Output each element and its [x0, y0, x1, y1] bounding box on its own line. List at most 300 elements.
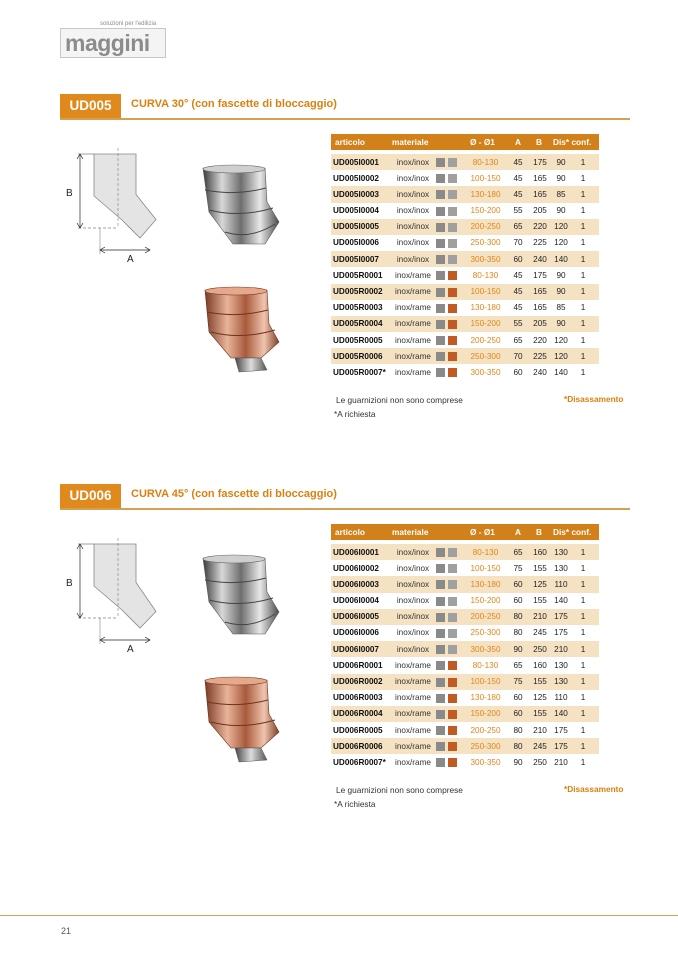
dim-a: 45	[513, 157, 523, 167]
diameter: 100-150	[470, 173, 501, 183]
rame-swatch	[448, 742, 457, 751]
inox-swatch	[436, 271, 445, 280]
dim-b: 160	[533, 547, 547, 557]
inox-swatch	[436, 710, 445, 719]
table-row	[331, 348, 599, 364]
table-row	[331, 722, 599, 738]
dim-a: 45	[513, 189, 523, 199]
diameter: 150-200	[470, 709, 501, 719]
pack-qty: 1	[580, 173, 586, 183]
rame-swatch	[448, 726, 457, 735]
material: inox/rame	[395, 725, 431, 735]
table-row	[331, 154, 599, 170]
material: inox/inox	[396, 579, 430, 589]
inox-swatch	[436, 288, 445, 297]
article-code: UD006R0002	[333, 677, 383, 686]
dim-b: 245	[533, 628, 547, 638]
offset: 120	[554, 351, 568, 361]
pack-qty: 1	[580, 693, 586, 703]
offset: 85	[556, 303, 566, 313]
material: inox/rame	[395, 287, 431, 296]
col-dis-conf: Dis* conf.	[553, 137, 592, 147]
material: inox/inox	[396, 157, 430, 167]
inox-swatch	[436, 645, 445, 654]
rame-swatch	[448, 694, 457, 703]
pack-qty: 1	[580, 367, 586, 377]
diameter: 100-150	[470, 287, 501, 296]
pack-qty: 1	[580, 254, 586, 264]
material: inox/inox	[396, 254, 430, 264]
table-header	[331, 134, 599, 150]
table-row	[331, 754, 599, 770]
offset: 140	[554, 254, 568, 264]
offset: 130	[554, 547, 568, 557]
dim-a: 80	[513, 725, 523, 735]
pack-qty: 1	[580, 725, 586, 735]
dim-a: 45	[513, 270, 523, 280]
offset: 210	[554, 757, 568, 767]
material: inox/rame	[395, 335, 431, 345]
offset: 130	[554, 563, 568, 573]
page-number: 21	[61, 926, 72, 936]
dim-a: 80	[513, 741, 523, 751]
dim-b: 175	[533, 270, 547, 280]
rame-swatch	[448, 288, 457, 297]
article-code: UD006R0007*	[333, 757, 386, 767]
inox-swatch	[436, 239, 445, 248]
dim-b: 175	[533, 157, 547, 167]
inox-swatch	[448, 158, 457, 167]
inox-swatch	[436, 758, 445, 767]
diameter: 80-130	[472, 660, 499, 670]
inox-swatch	[436, 661, 445, 670]
inox-elbow-photo	[195, 162, 285, 252]
diameter: 80-130	[472, 547, 499, 557]
dim-b: 220	[533, 222, 547, 232]
offset: 120	[554, 222, 568, 232]
inox-swatch	[436, 223, 445, 232]
diameter: 250-300	[470, 741, 501, 751]
rame-swatch	[448, 661, 457, 670]
table-row	[331, 203, 599, 219]
article-code: UD006R0003	[333, 693, 383, 703]
offset: 90	[556, 319, 566, 329]
table-row	[331, 674, 599, 690]
offset: 175	[554, 612, 568, 622]
dim-b: 240	[533, 254, 547, 264]
dimension-b-label: B	[66, 188, 73, 199]
pack-qty: 1	[580, 741, 586, 751]
brand-name: maggini	[65, 30, 150, 56]
pack-qty: 1	[580, 319, 586, 329]
dim-a: 90	[513, 644, 523, 654]
inox-swatch	[436, 336, 445, 345]
rame-swatch	[448, 336, 457, 345]
col-a: A	[515, 137, 521, 147]
article-code: UD006I0007	[333, 644, 379, 654]
offset: 210	[554, 644, 568, 654]
material: inox/rame	[395, 741, 431, 751]
dim-b: 155	[533, 596, 547, 606]
inox-swatch	[448, 564, 457, 573]
inox-swatch	[436, 564, 445, 573]
material: inox/rame	[395, 660, 431, 670]
pack-qty: 1	[580, 579, 586, 589]
dim-a: 80	[513, 612, 523, 622]
pack-qty: 1	[580, 563, 586, 573]
material: inox/inox	[396, 222, 430, 232]
diameter: 80-130	[472, 270, 499, 280]
inox-swatch	[436, 678, 445, 687]
section-title: CURVA 45° (con fascette di bloccaggio)	[131, 488, 337, 500]
article-code: UD005R0006	[333, 351, 383, 361]
pack-qty: 1	[580, 222, 586, 232]
inox-swatch	[436, 207, 445, 216]
brand-logo	[60, 22, 166, 58]
pack-qty: 1	[580, 351, 586, 361]
table-row	[331, 560, 599, 576]
diameter: 130-180	[470, 303, 501, 313]
offset: 110	[554, 579, 568, 589]
inox-swatch	[436, 255, 445, 264]
material: inox/rame	[395, 270, 431, 280]
diameter: 200-250	[470, 335, 501, 345]
inox-swatch	[436, 548, 445, 557]
diameter: 150-200	[470, 319, 501, 329]
pack-qty: 1	[580, 596, 586, 606]
inox-swatch	[436, 190, 445, 199]
dim-b: 250	[533, 757, 547, 767]
offset: 90	[556, 287, 566, 296]
dim-b: 155	[533, 677, 547, 686]
dim-b: 210	[533, 725, 547, 735]
pack-qty: 1	[580, 206, 586, 216]
article-code: UD006I0002	[333, 563, 379, 573]
inox-swatch	[448, 255, 457, 264]
table-row	[331, 251, 599, 267]
table-row	[331, 235, 599, 251]
note-gaskets: Le guarnizioni non sono comprese	[336, 785, 463, 795]
inox-swatch	[448, 597, 457, 606]
inox-swatch	[448, 645, 457, 654]
article-code: UD005I0004	[333, 206, 379, 216]
material: inox/rame	[395, 709, 431, 719]
dim-a: 55	[513, 206, 523, 216]
technical-drawing	[60, 536, 170, 655]
inox-swatch	[448, 207, 457, 216]
dim-a: 60	[513, 367, 523, 377]
inox-swatch	[436, 613, 445, 622]
diameter: 200-250	[470, 222, 501, 232]
offset: 175	[554, 725, 568, 735]
rame-swatch	[448, 678, 457, 687]
diameter: 250-300	[470, 628, 501, 638]
material: inox/rame	[395, 677, 431, 686]
table-row	[331, 316, 599, 332]
dim-a: 45	[513, 173, 523, 183]
diameter: 150-200	[470, 206, 501, 216]
dimension-b-label: B	[66, 578, 73, 589]
table-row	[331, 738, 599, 754]
diameter: 100-150	[470, 677, 501, 686]
note-offset: *Disassamento	[564, 394, 624, 404]
table-row	[331, 641, 599, 657]
article-code: UD005I0003	[333, 189, 379, 199]
offset: 90	[556, 206, 566, 216]
pack-qty: 1	[580, 189, 586, 199]
col-materiale: materiale	[392, 527, 429, 537]
material: inox/inox	[396, 238, 430, 248]
offset: 120	[554, 238, 568, 248]
diameter: 300-350	[470, 644, 501, 654]
material: inox/rame	[395, 693, 431, 703]
table-row	[331, 284, 599, 300]
pack-qty: 1	[580, 709, 586, 719]
diameter: 130-180	[470, 693, 501, 703]
dim-b: 165	[533, 303, 547, 313]
dim-b: 165	[533, 287, 547, 296]
article-code: UD005R0004	[333, 319, 383, 329]
dim-b: 160	[533, 660, 547, 670]
article-code: UD005R0002	[333, 287, 383, 296]
inox-swatch	[436, 368, 445, 377]
inox-swatch	[448, 629, 457, 638]
pack-qty: 1	[580, 287, 586, 296]
table-row	[331, 593, 599, 609]
pack-qty: 1	[580, 270, 586, 280]
inox-swatch	[448, 174, 457, 183]
note-on-request: *A richiesta	[334, 409, 376, 419]
table-row	[331, 657, 599, 673]
dim-a: 65	[513, 547, 523, 557]
inox-swatch	[436, 158, 445, 167]
table-row	[331, 219, 599, 235]
table-row	[331, 625, 599, 641]
offset: 175	[554, 741, 568, 751]
material: inox/rame	[395, 351, 431, 361]
section-title: CURVA 30° (con fascette di bloccaggio)	[131, 98, 337, 110]
inox-swatch	[436, 597, 445, 606]
col-articolo: articolo	[335, 137, 365, 147]
table-header	[331, 524, 599, 540]
article-code: UD005R0005	[333, 335, 383, 345]
dim-a: 60	[513, 579, 523, 589]
col-dis-conf: Dis* conf.	[553, 527, 592, 537]
pack-qty: 1	[580, 677, 586, 686]
inox-swatch	[436, 320, 445, 329]
dim-a: 65	[513, 335, 523, 345]
article-code: UD006I0003	[333, 579, 379, 589]
note-on-request: *A richiesta	[334, 799, 376, 809]
inox-swatch	[448, 613, 457, 622]
col-b: B	[536, 137, 542, 147]
article-code: UD005R0003	[333, 303, 383, 313]
article-code: UD005I0006	[333, 238, 379, 248]
material: inox/rame	[395, 367, 431, 377]
inox-swatch	[436, 694, 445, 703]
table-row	[331, 300, 599, 316]
section-ud005	[0, 94, 678, 434]
inox-swatch	[448, 580, 457, 589]
offset: 175	[554, 628, 568, 638]
copper-elbow-photo	[195, 674, 285, 764]
material: inox/inox	[396, 189, 430, 199]
product-table	[331, 134, 599, 381]
inox-swatch	[436, 352, 445, 361]
pack-qty: 1	[580, 612, 586, 622]
article-code: UD005I0001	[333, 157, 379, 167]
table-row	[331, 186, 599, 202]
pack-qty: 1	[580, 238, 586, 248]
article-code: UD006I0005	[333, 612, 379, 622]
article-code: UD006R0001	[333, 660, 383, 670]
dim-a: 90	[513, 757, 523, 767]
article-code: UD006I0006	[333, 628, 379, 638]
inox-swatch	[448, 548, 457, 557]
dim-b: 245	[533, 741, 547, 751]
table-row	[331, 364, 599, 380]
dimension-a-label: A	[127, 644, 134, 655]
article-code: UD006R0004	[333, 709, 383, 719]
diameter: 250-300	[470, 238, 501, 248]
pack-qty: 1	[580, 757, 586, 767]
inox-swatch	[448, 239, 457, 248]
article-code: UD006I0001	[333, 547, 379, 557]
inox-swatch	[436, 629, 445, 638]
dim-a: 65	[513, 660, 523, 670]
article-code: UD006I0004	[333, 596, 379, 606]
pack-qty: 1	[580, 303, 586, 313]
pack-qty: 1	[580, 660, 586, 670]
inox-swatch	[436, 174, 445, 183]
dim-a: 75	[513, 563, 523, 573]
diameter: 200-250	[470, 612, 501, 622]
copper-elbow-photo	[195, 284, 285, 374]
dim-a: 60	[513, 254, 523, 264]
offset: 130	[554, 677, 568, 686]
dim-a: 45	[513, 303, 523, 313]
diameter: 300-350	[470, 254, 501, 264]
rame-swatch	[448, 320, 457, 329]
rame-swatch	[448, 271, 457, 280]
dim-b: 125	[533, 579, 547, 589]
section-code: UD006	[60, 484, 121, 508]
dim-b: 165	[533, 173, 547, 183]
offset: 85	[556, 189, 566, 199]
table-row	[331, 332, 599, 348]
material: inox/inox	[396, 173, 430, 183]
section-ud006	[0, 484, 678, 824]
material: inox/inox	[396, 206, 430, 216]
col-b: B	[536, 527, 542, 537]
diameter: 80-130	[472, 157, 499, 167]
table-row	[331, 576, 599, 592]
dim-b: 155	[533, 709, 547, 719]
technical-drawing	[60, 146, 170, 265]
section-header	[60, 94, 630, 120]
dim-b: 205	[533, 206, 547, 216]
material: inox/inox	[396, 563, 430, 573]
article-code: UD006R0005	[333, 725, 383, 735]
inox-swatch	[448, 223, 457, 232]
pack-qty: 1	[580, 157, 586, 167]
article-code: UD006R0006	[333, 741, 383, 751]
dim-a: 55	[513, 319, 523, 329]
product-table	[331, 524, 599, 771]
article-code: UD005I0002	[333, 173, 379, 183]
offset: 110	[554, 693, 568, 703]
dim-b: 205	[533, 319, 547, 329]
offset: 90	[556, 270, 566, 280]
dim-a: 60	[513, 709, 523, 719]
dim-a: 45	[513, 287, 523, 296]
material: inox/inox	[396, 612, 430, 622]
dim-a: 70	[513, 238, 523, 248]
col-articolo: articolo	[335, 527, 365, 537]
offset: 140	[554, 709, 568, 719]
dim-a: 80	[513, 628, 523, 638]
dim-b: 225	[533, 238, 547, 248]
dim-b: 225	[533, 351, 547, 361]
inox-swatch	[436, 580, 445, 589]
pack-qty: 1	[580, 547, 586, 557]
section-code: UD005	[60, 94, 121, 118]
diameter: 150-200	[470, 596, 501, 606]
inox-swatch	[448, 190, 457, 199]
dim-b: 165	[533, 189, 547, 199]
pack-qty: 1	[580, 335, 586, 345]
table-row	[331, 690, 599, 706]
article-code: UD005R0001	[333, 270, 383, 280]
article-code: UD005R0007*	[333, 367, 386, 377]
inox-swatch	[436, 726, 445, 735]
dim-b: 250	[533, 644, 547, 654]
offset: 140	[554, 367, 568, 377]
table-row	[331, 267, 599, 283]
dim-a: 60	[513, 596, 523, 606]
dim-b: 155	[533, 563, 547, 573]
offset: 140	[554, 596, 568, 606]
dim-a: 70	[513, 351, 523, 361]
dim-a: 65	[513, 222, 523, 232]
diameter: 130-180	[470, 579, 501, 589]
section-header	[60, 484, 630, 510]
col-diameter: Ø - Ø1	[470, 137, 495, 147]
inox-swatch	[436, 742, 445, 751]
dim-a: 75	[513, 677, 523, 686]
diameter: 130-180	[470, 189, 501, 199]
article-code: UD005I0007	[333, 254, 379, 264]
dim-a: 60	[513, 693, 523, 703]
diameter: 250-300	[470, 351, 501, 361]
diameter: 200-250	[470, 725, 501, 735]
dim-b: 125	[533, 693, 547, 703]
table-row	[331, 609, 599, 625]
material: inox/inox	[396, 596, 430, 606]
col-a: A	[515, 527, 521, 537]
table-row	[331, 170, 599, 186]
table-body	[331, 544, 599, 771]
offset: 90	[556, 173, 566, 183]
rame-swatch	[448, 368, 457, 377]
brand-tagline: soluzioni per l'edilizia	[100, 21, 157, 27]
material: inox/rame	[395, 319, 431, 329]
dim-b: 240	[533, 367, 547, 377]
dim-b: 210	[533, 612, 547, 622]
offset: 130	[554, 660, 568, 670]
diameter: 300-350	[470, 757, 501, 767]
table-row	[331, 706, 599, 722]
